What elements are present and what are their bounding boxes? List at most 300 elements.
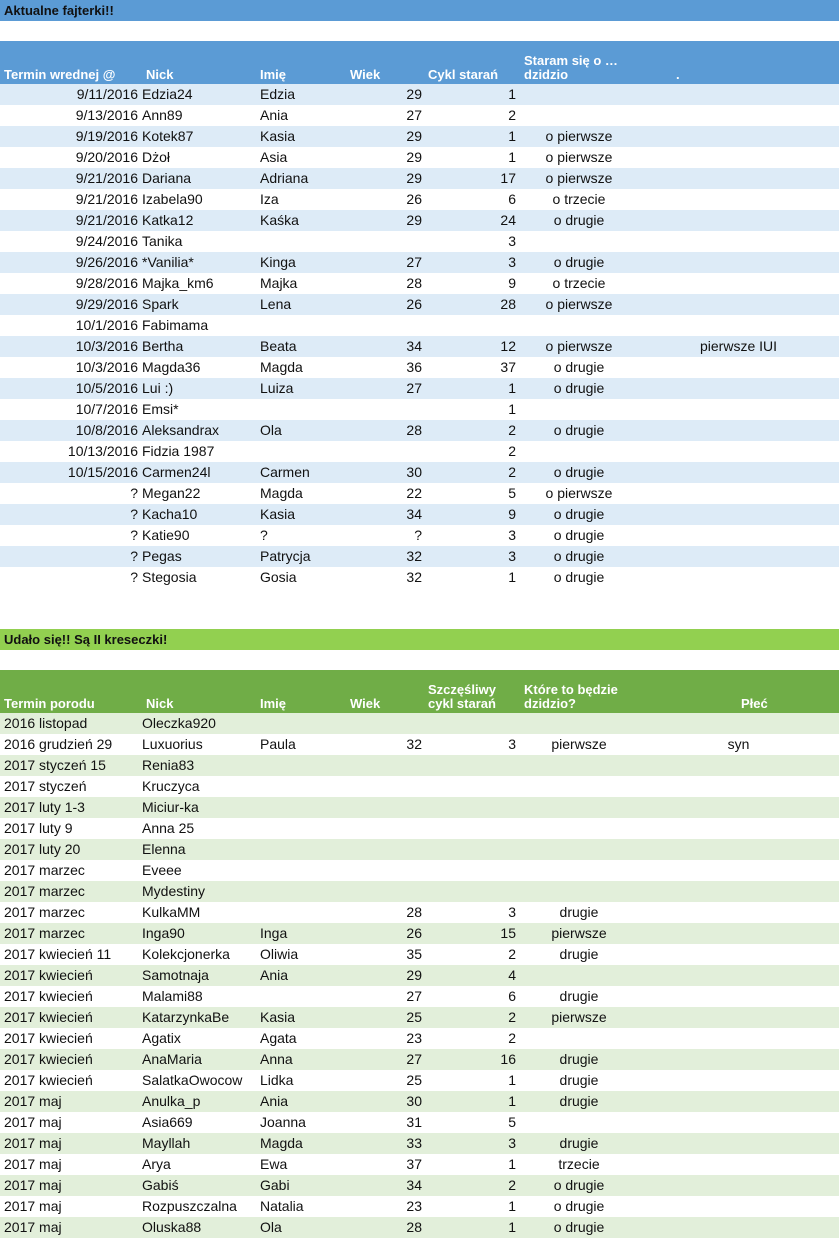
cell-termin[interactable]: 9/24/2016 xyxy=(75,233,138,249)
cell-nick[interactable]: Mydestiny xyxy=(142,881,256,902)
spacer-row[interactable] xyxy=(0,650,839,670)
cell-nick[interactable]: Inga90 xyxy=(142,923,256,944)
cell-cykl[interactable]: 12 xyxy=(426,336,520,357)
cell-imie[interactable]: Kinga xyxy=(256,252,346,273)
cell-imie[interactable] xyxy=(256,441,346,462)
cell-ktore[interactable] xyxy=(520,839,638,860)
cell-staram[interactable]: o pierwsze xyxy=(520,336,638,357)
cell-extra[interactable] xyxy=(638,84,839,105)
cell-termin[interactable]: 10/3/2016 xyxy=(0,336,142,357)
cell-nick[interactable]: Arya xyxy=(142,1156,171,1172)
cell-extra[interactable] xyxy=(638,462,839,483)
table-row[interactable] xyxy=(0,315,839,336)
cell-plec[interactable]: syn xyxy=(727,736,750,752)
cell-termin-porodu[interactable]: 2017 maj xyxy=(4,1156,62,1172)
cell-cykl[interactable] xyxy=(426,755,520,776)
cell-extra[interactable] xyxy=(638,357,839,378)
cell-wiek[interactable] xyxy=(346,315,426,336)
cell-imie[interactable]: Carmen xyxy=(256,462,346,483)
cell-wiek[interactable]: 26 xyxy=(406,191,422,207)
cell-cykl[interactable]: 4 xyxy=(426,965,520,986)
cell-imie[interactable] xyxy=(256,902,346,923)
cell-staram[interactable] xyxy=(520,399,638,420)
cell-imie[interactable]: Oliwia xyxy=(260,946,299,962)
cell-cykl[interactable] xyxy=(426,797,520,818)
cell-nick[interactable]: Bertha xyxy=(142,336,256,357)
cell-termin[interactable]: 9/13/2016 xyxy=(75,107,138,123)
cell-extra[interactable] xyxy=(638,525,839,546)
cell-nick[interactable]: Carmen24l xyxy=(142,462,256,483)
cell-nick[interactable]: Katie90 xyxy=(142,527,190,543)
cell-termin-porodu[interactable]: 2017 kwiecień xyxy=(4,1072,93,1088)
cell-cykl[interactable]: 2 xyxy=(426,420,520,441)
cell-wiek[interactable]: 22 xyxy=(406,485,422,501)
cell-wiek[interactable]: 23 xyxy=(406,1030,422,1046)
cell-nick[interactable]: Kotek87 xyxy=(142,126,256,147)
cell-ktore[interactable] xyxy=(520,881,638,902)
cell-cykl[interactable]: 1 xyxy=(508,1156,516,1172)
cell-imie[interactable]: Ania xyxy=(256,965,346,986)
cell-wiek[interactable]: 26 xyxy=(346,294,426,315)
cell-imie[interactable] xyxy=(256,797,346,818)
cell-nick[interactable]: Oleczka920 xyxy=(142,713,256,734)
cell-cykl[interactable]: 1 xyxy=(426,378,520,399)
cell-termin-porodu[interactable]: 2017 maj xyxy=(0,1133,142,1154)
cell-nick[interactable]: Fabimama xyxy=(142,317,209,333)
section2-title[interactable]: Udało się!! Są II kreseczki! xyxy=(0,629,839,650)
cell-nick[interactable]: Katka12 xyxy=(142,210,256,231)
cell-plec[interactable] xyxy=(638,1112,839,1133)
cell-cykl[interactable]: 17 xyxy=(426,168,520,189)
cell-nick[interactable]: Miciur-ka xyxy=(142,797,256,818)
cell-wiek[interactable]: 29 xyxy=(346,84,426,105)
cell-cykl[interactable] xyxy=(426,818,520,839)
cell-termin[interactable]: ? xyxy=(0,504,142,525)
table-row[interactable] xyxy=(0,902,839,923)
cell-cykl[interactable]: 5 xyxy=(508,1114,516,1130)
cell-plec[interactable] xyxy=(638,860,839,881)
cell-wiek[interactable] xyxy=(346,231,426,252)
cell-imie[interactable]: Magda xyxy=(260,359,303,375)
table-row[interactable] xyxy=(0,189,839,210)
table-row[interactable] xyxy=(0,818,839,839)
cell-wiek[interactable]: 26 xyxy=(346,923,426,944)
cell-plec[interactable] xyxy=(638,1091,839,1112)
cell-nick[interactable]: Gabiś xyxy=(142,1175,256,1196)
cell-nick[interactable]: Pegas xyxy=(142,546,256,567)
cell-imie[interactable]: Gabi xyxy=(256,1175,346,1196)
table-row[interactable] xyxy=(0,881,839,902)
cell-imie[interactable] xyxy=(256,713,346,734)
cell-imie[interactable] xyxy=(256,881,346,902)
cell-ktore[interactable]: o drugie xyxy=(520,1175,638,1196)
cell-nick[interactable]: Kruczyca xyxy=(142,778,200,794)
cell-wiek[interactable] xyxy=(346,797,426,818)
cell-nick[interactable]: Emsi* xyxy=(142,401,179,417)
cell-staram[interactable] xyxy=(520,441,638,462)
cell-ktore[interactable] xyxy=(520,965,638,986)
table-row[interactable] xyxy=(0,776,839,797)
cell-termin[interactable]: 9/21/2016 xyxy=(0,168,142,189)
table-row[interactable] xyxy=(0,168,839,189)
table-row[interactable] xyxy=(0,1049,839,1070)
table-row[interactable] xyxy=(0,1070,839,1091)
table-row[interactable] xyxy=(0,483,839,504)
cell-nick[interactable]: Mayllah xyxy=(142,1133,256,1154)
cell-termin[interactable]: 10/15/2016 xyxy=(0,462,142,483)
cell-extra[interactable] xyxy=(638,378,839,399)
cell-wiek[interactable] xyxy=(346,755,426,776)
cell-plec[interactable] xyxy=(638,797,839,818)
cell-cykl[interactable]: 2 xyxy=(508,107,516,123)
cell-cykl[interactable]: 1 xyxy=(508,1198,516,1214)
table-row[interactable] xyxy=(0,252,839,273)
table-row[interactable] xyxy=(0,1112,839,1133)
section1-header-row[interactable] xyxy=(0,41,839,84)
cell-wiek[interactable]: 30 xyxy=(346,1091,426,1112)
cell-termin-porodu[interactable]: 2016 grudzień 29 xyxy=(4,736,113,752)
cell-termin[interactable]: 10/1/2016 xyxy=(75,317,138,333)
cell-imie[interactable] xyxy=(256,986,346,1007)
cell-imie[interactable]: Ania xyxy=(256,1091,346,1112)
cell-staram[interactable]: o drugie xyxy=(520,210,638,231)
cell-imie[interactable]: Kaśka xyxy=(256,210,346,231)
cell-cykl[interactable]: 3 xyxy=(508,904,516,920)
cell-wiek[interactable]: 32 xyxy=(406,569,422,585)
cell-imie[interactable] xyxy=(256,399,346,420)
cell-wiek[interactable]: 27 xyxy=(346,252,426,273)
cell-plec[interactable] xyxy=(638,881,839,902)
cell-nick[interactable]: Agatix xyxy=(142,1030,181,1046)
table-row[interactable] xyxy=(0,1028,839,1049)
cell-imie[interactable]: Kasia xyxy=(256,1007,346,1028)
cell-ktore[interactable]: drugie xyxy=(520,1133,638,1154)
cell-ktore[interactable]: drugie xyxy=(520,1049,638,1070)
cell-termin[interactable]: ? xyxy=(130,569,138,585)
cell-nick[interactable]: Tanika xyxy=(142,233,183,249)
cell-extra[interactable] xyxy=(638,483,839,504)
cell-nick[interactable]: Lui :) xyxy=(142,378,256,399)
table-row[interactable] xyxy=(0,860,839,881)
cell-termin-porodu[interactable]: 2017 maj xyxy=(0,1217,142,1238)
cell-termin-porodu[interactable]: 2017 marzec xyxy=(4,862,85,878)
cell-wiek[interactable]: 27 xyxy=(346,1049,426,1070)
cell-imie[interactable]: Lidka xyxy=(260,1072,294,1088)
cell-cykl[interactable]: 3 xyxy=(508,736,516,752)
cell-termin-porodu[interactable]: 2017 kwiecień xyxy=(4,1030,93,1046)
cell-ktore[interactable] xyxy=(520,755,638,776)
cell-cykl[interactable] xyxy=(426,713,520,734)
cell-staram[interactable]: o drugie xyxy=(520,378,638,399)
cell-plec[interactable] xyxy=(638,965,839,986)
cell-staram[interactable]: o drugie xyxy=(520,420,638,441)
cell-wiek[interactable]: 29 xyxy=(346,126,426,147)
cell-plec[interactable] xyxy=(638,839,839,860)
table-row[interactable] xyxy=(0,986,839,1007)
table-row[interactable] xyxy=(0,713,839,734)
cell-cykl[interactable]: 3 xyxy=(508,233,516,249)
cell-termin[interactable]: 10/13/2016 xyxy=(67,443,138,459)
cell-plec[interactable] xyxy=(638,1007,839,1028)
cell-nick[interactable]: Dżoł xyxy=(142,149,171,165)
table-row[interactable] xyxy=(0,504,839,525)
cell-imie[interactable]: Gosia xyxy=(260,569,297,585)
cell-plec[interactable] xyxy=(638,902,839,923)
cell-cykl[interactable]: 24 xyxy=(426,210,520,231)
cell-nick[interactable]: Asia669 xyxy=(142,1114,193,1130)
cell-wiek[interactable]: 29 xyxy=(346,965,426,986)
cell-nick[interactable]: Spark xyxy=(142,294,256,315)
cell-ktore[interactable] xyxy=(520,1028,638,1049)
cell-ktore[interactable]: pierwsze xyxy=(551,736,607,752)
cell-extra[interactable] xyxy=(638,252,839,273)
table-row[interactable] xyxy=(0,944,839,965)
cell-cykl[interactable]: 6 xyxy=(508,988,516,1004)
cell-wiek[interactable] xyxy=(346,881,426,902)
cell-imie[interactable] xyxy=(256,315,346,336)
cell-nick[interactable]: Elenna xyxy=(142,839,256,860)
cell-imie[interactable]: Asia xyxy=(260,149,288,165)
cell-extra[interactable] xyxy=(638,168,839,189)
cell-imie[interactable]: Joanna xyxy=(260,1114,306,1130)
cell-imie[interactable]: Natalia xyxy=(260,1198,304,1214)
cell-ktore[interactable] xyxy=(520,713,638,734)
cell-staram[interactable] xyxy=(520,105,638,126)
cell-staram[interactable]: o drugie xyxy=(553,569,605,585)
cell-extra[interactable] xyxy=(638,147,839,168)
cell-ktore[interactable] xyxy=(520,818,638,839)
table-row[interactable] xyxy=(0,147,839,168)
cell-extra[interactable] xyxy=(638,126,839,147)
cell-imie[interactable]: Paula xyxy=(260,736,296,752)
cell-staram[interactable]: o drugie xyxy=(553,359,605,375)
cell-termin[interactable]: 9/20/2016 xyxy=(75,149,138,165)
cell-cykl[interactable]: 2 xyxy=(426,462,520,483)
table-row[interactable] xyxy=(0,734,839,755)
cell-ktore[interactable]: pierwsze xyxy=(520,923,638,944)
cell-wiek[interactable]: 34 xyxy=(346,504,426,525)
cell-nick[interactable]: Luxuorius xyxy=(142,736,203,752)
cell-termin-porodu[interactable]: 2017 kwiecień xyxy=(0,965,142,986)
cell-imie[interactable]: Kasia xyxy=(256,126,346,147)
cell-termin-porodu[interactable]: 2016 listopad xyxy=(0,713,142,734)
cell-nick[interactable]: Megan22 xyxy=(142,485,201,501)
cell-cykl[interactable]: 1 xyxy=(426,126,520,147)
cell-termin-porodu[interactable]: 2017 maj xyxy=(4,1198,62,1214)
cell-termin-porodu[interactable]: 2017 styczeń 15 xyxy=(0,755,142,776)
cell-termin-porodu[interactable]: 2017 kwiecień xyxy=(4,988,93,1004)
cell-imie[interactable]: ? xyxy=(260,527,268,543)
table-row[interactable] xyxy=(0,1175,839,1196)
cell-wiek[interactable]: 27 xyxy=(346,378,426,399)
table-row[interactable] xyxy=(0,755,839,776)
cell-nick[interactable]: Stegosia xyxy=(142,569,197,585)
cell-wiek[interactable]: ? xyxy=(414,527,422,543)
table-row[interactable] xyxy=(0,105,839,126)
cell-extra[interactable] xyxy=(638,399,839,420)
table-row[interactable] xyxy=(0,567,839,588)
cell-nick[interactable]: Magda36 xyxy=(142,359,201,375)
cell-nick[interactable]: SalatkaOwocow xyxy=(142,1072,243,1088)
cell-wiek[interactable]: 25 xyxy=(406,1072,422,1088)
cell-imie[interactable]: Edzia xyxy=(256,84,346,105)
cell-imie[interactable]: Inga xyxy=(256,923,346,944)
cell-staram[interactable]: o trzecie xyxy=(552,191,606,207)
cell-nick[interactable]: Izabela90 xyxy=(142,191,203,207)
cell-cykl[interactable]: 1 xyxy=(426,84,520,105)
table-row[interactable] xyxy=(0,378,839,399)
table-row[interactable] xyxy=(0,965,839,986)
cell-wiek[interactable]: 29 xyxy=(346,210,426,231)
cell-imie[interactable] xyxy=(256,860,346,881)
cell-termin[interactable]: 10/3/2016 xyxy=(75,359,138,375)
cell-ktore[interactable] xyxy=(520,776,638,797)
cell-extra[interactable] xyxy=(638,546,839,567)
table-row[interactable] xyxy=(0,462,839,483)
table-row[interactable] xyxy=(0,1007,839,1028)
cell-extra[interactable] xyxy=(638,231,839,252)
cell-cykl[interactable]: 1 xyxy=(508,401,516,417)
spacer-block[interactable] xyxy=(0,588,839,629)
cell-staram[interactable]: o drugie xyxy=(520,252,638,273)
cell-extra[interactable] xyxy=(638,105,839,126)
cell-imie[interactable]: Magda xyxy=(260,485,303,501)
cell-nick[interactable]: Malami88 xyxy=(142,988,203,1004)
cell-cykl[interactable]: 2 xyxy=(508,946,516,962)
cell-cykl[interactable]: 1 xyxy=(426,1091,520,1112)
cell-termin-porodu[interactable]: 2017 luty 9 xyxy=(4,820,73,836)
cell-cykl[interactable]: 3 xyxy=(426,546,520,567)
cell-plec[interactable] xyxy=(638,1133,839,1154)
cell-cykl[interactable] xyxy=(426,839,520,860)
cell-ktore[interactable] xyxy=(520,860,638,881)
cell-termin[interactable]: 9/26/2016 xyxy=(0,252,142,273)
cell-plec[interactable] xyxy=(638,713,839,734)
table-row[interactable] xyxy=(0,336,839,357)
table-row[interactable] xyxy=(0,231,839,252)
cell-nick[interactable]: Rozpuszczalna xyxy=(142,1198,237,1214)
cell-ktore[interactable]: o drugie xyxy=(520,1217,638,1238)
cell-ktore[interactable]: drugie xyxy=(559,1072,599,1088)
cell-wiek[interactable]: 35 xyxy=(406,946,422,962)
cell-imie[interactable]: Ewa xyxy=(260,1156,288,1172)
cell-staram[interactable]: o drugie xyxy=(520,504,638,525)
cell-staram[interactable]: o pierwsze xyxy=(545,485,613,501)
cell-termin-porodu[interactable]: 2017 maj xyxy=(4,1114,62,1130)
cell-wiek[interactable]: 27 xyxy=(406,107,422,123)
cell-staram[interactable]: o trzecie xyxy=(552,275,606,291)
cell-staram[interactable]: o drugie xyxy=(553,527,605,543)
cell-termin[interactable]: 9/19/2016 xyxy=(0,126,142,147)
cell-wiek[interactable]: 29 xyxy=(346,168,426,189)
cell-termin[interactable]: 10/8/2016 xyxy=(0,420,142,441)
table-row[interactable] xyxy=(0,1091,839,1112)
cell-termin[interactable]: 9/29/2016 xyxy=(0,294,142,315)
cell-termin-porodu[interactable]: 2017 kwiecień 11 xyxy=(4,946,112,962)
cell-wiek[interactable]: 23 xyxy=(406,1198,422,1214)
cell-nick[interactable]: Ann89 xyxy=(142,107,183,123)
cell-cykl[interactable]: 37 xyxy=(500,359,516,375)
cell-ktore[interactable]: drugie xyxy=(559,904,599,920)
cell-wiek[interactable]: 34 xyxy=(346,1175,426,1196)
cell-termin[interactable]: 9/28/2016 xyxy=(75,275,138,291)
cell-termin[interactable]: 10/7/2016 xyxy=(75,401,138,417)
cell-nick[interactable]: Anulka_p xyxy=(142,1091,256,1112)
spacer-row[interactable] xyxy=(0,21,839,41)
table-row[interactable] xyxy=(0,1133,839,1154)
cell-nick[interactable]: Kolekcjonerka xyxy=(142,946,230,962)
cell-nick[interactable]: Renia83 xyxy=(142,755,256,776)
cell-cykl[interactable]: 2 xyxy=(508,1030,516,1046)
cell-imie[interactable]: Kasia xyxy=(256,504,346,525)
cell-plec[interactable] xyxy=(638,1217,839,1238)
cell-wiek[interactable]: 37 xyxy=(406,1156,422,1172)
cell-termin[interactable]: 9/21/2016 xyxy=(0,210,142,231)
cell-imie[interactable]: Anna xyxy=(256,1049,346,1070)
cell-imie[interactable]: Luiza xyxy=(256,378,346,399)
cell-wiek[interactable]: 28 xyxy=(406,275,422,291)
cell-imie[interactable] xyxy=(256,755,346,776)
cell-cykl[interactable] xyxy=(426,860,520,881)
section1-title[interactable]: Aktualne fajterki!! xyxy=(0,0,839,21)
cell-termin-porodu[interactable]: 2017 luty 1-3 xyxy=(0,797,142,818)
cell-wiek[interactable]: 30 xyxy=(346,462,426,483)
table-row[interactable] xyxy=(0,525,839,546)
cell-wiek[interactable]: 28 xyxy=(346,420,426,441)
cell-plec[interactable] xyxy=(638,1070,839,1091)
cell-termin[interactable]: ? xyxy=(0,546,142,567)
cell-imie[interactable]: Magda xyxy=(256,1133,346,1154)
cell-nick[interactable]: KulkaMM xyxy=(142,904,201,920)
cell-cykl[interactable]: 3 xyxy=(426,252,520,273)
cell-staram[interactable]: o pierwsze xyxy=(520,168,638,189)
table-row[interactable] xyxy=(0,210,839,231)
cell-termin-porodu[interactable]: 2017 kwiecień xyxy=(0,1049,142,1070)
cell-cykl[interactable]: 1 xyxy=(508,1072,516,1088)
cell-termin-porodu[interactable]: 2017 marzec xyxy=(0,881,142,902)
cell-cykl[interactable] xyxy=(426,881,520,902)
cell-cykl[interactable]: 3 xyxy=(508,527,516,543)
cell-termin-porodu[interactable]: 2017 kwiecień xyxy=(0,1007,142,1028)
cell-staram[interactable] xyxy=(520,84,638,105)
cell-wiek[interactable]: 32 xyxy=(346,546,426,567)
cell-extra[interactable] xyxy=(638,567,839,588)
cell-imie[interactable]: Adriana xyxy=(256,168,346,189)
cell-termin[interactable]: ? xyxy=(130,527,138,543)
cell-staram[interactable]: o drugie xyxy=(520,546,638,567)
cell-staram[interactable] xyxy=(520,315,638,336)
cell-cykl[interactable]: 9 xyxy=(426,504,520,525)
cell-wiek[interactable] xyxy=(346,399,426,420)
cell-plec[interactable] xyxy=(638,755,839,776)
cell-extra[interactable] xyxy=(638,441,839,462)
cell-cykl[interactable]: 1 xyxy=(426,1217,520,1238)
cell-wiek[interactable] xyxy=(346,818,426,839)
table-row[interactable] xyxy=(0,923,839,944)
cell-plec[interactable] xyxy=(638,923,839,944)
cell-staram[interactable]: o pierwsze xyxy=(520,126,638,147)
cell-termin-porodu[interactable]: 2017 luty 20 xyxy=(0,839,142,860)
cell-plec[interactable] xyxy=(638,1175,839,1196)
cell-imie[interactable] xyxy=(256,839,346,860)
cell-extra[interactable] xyxy=(638,210,839,231)
table-row[interactable] xyxy=(0,797,839,818)
cell-plec[interactable] xyxy=(638,776,839,797)
cell-termin-porodu[interactable]: 2017 maj xyxy=(0,1175,142,1196)
cell-cykl[interactable]: 1 xyxy=(508,569,516,585)
cell-cykl[interactable]: 2 xyxy=(426,1175,520,1196)
cell-ktore[interactable]: drugie xyxy=(520,1091,638,1112)
